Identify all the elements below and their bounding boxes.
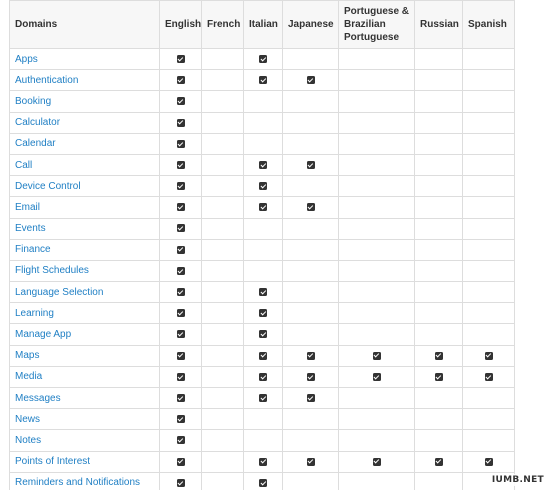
table-row — [10, 197, 515, 218]
language-support-cell — [415, 91, 463, 112]
checkbox-checked-icon — [177, 267, 185, 275]
table-row — [10, 70, 515, 91]
domain-cell — [10, 260, 160, 281]
checkbox-checked-icon — [177, 119, 185, 127]
language-support-cell — [339, 345, 415, 366]
language-support-cell — [463, 430, 515, 451]
table-row — [10, 409, 515, 430]
domain-cell — [10, 409, 160, 430]
header-language: Portuguese & Brazilian Portuguese — [339, 1, 415, 49]
language-support-cell — [415, 324, 463, 345]
checkbox-checked-icon — [177, 97, 185, 105]
language-support-cell — [244, 260, 283, 281]
domain-link[interactable]: Device Control — [15, 180, 81, 192]
table-row — [10, 154, 515, 175]
domain-link[interactable]: Finance — [15, 244, 51, 256]
language-support-cell — [463, 282, 515, 303]
domain-cell — [10, 451, 160, 472]
table-row — [10, 324, 515, 345]
language-support-cell — [202, 282, 244, 303]
checkbox-checked-icon — [373, 373, 381, 381]
language-support-cell — [244, 409, 283, 430]
language-support-cell — [283, 49, 339, 70]
header-language: Japanese — [283, 1, 339, 49]
language-support-cell — [339, 49, 415, 70]
language-support-cell — [415, 260, 463, 281]
language-support-cell — [283, 218, 339, 239]
language-support-cell — [202, 430, 244, 451]
header-row — [10, 1, 515, 49]
language-support-cell — [415, 366, 463, 387]
language-support-cell — [202, 303, 244, 324]
checkbox-checked-icon — [177, 288, 185, 296]
language-support-cell — [415, 345, 463, 366]
language-support-cell — [463, 218, 515, 239]
checkbox-checked-icon — [485, 373, 493, 381]
table-row — [10, 472, 515, 490]
language-support-cell — [283, 303, 339, 324]
language-support-cell — [160, 133, 202, 154]
language-support-cell — [283, 154, 339, 175]
language-support-cell — [244, 197, 283, 218]
checkbox-checked-icon — [177, 140, 185, 148]
domain-cell — [10, 91, 160, 112]
domain-cell — [10, 282, 160, 303]
language-support-cell — [202, 324, 244, 345]
language-support-cell — [160, 282, 202, 303]
domain-link[interactable]: Authentication — [15, 74, 79, 86]
domain-link[interactable]: Booking — [15, 95, 52, 107]
checkbox-checked-icon — [259, 394, 267, 402]
domain-link[interactable]: Points of Interest — [15, 456, 91, 468]
language-support-cell — [283, 430, 339, 451]
language-support-cell — [415, 282, 463, 303]
language-support-cell — [283, 388, 339, 409]
domain-link[interactable]: Learning — [15, 307, 54, 319]
checkbox-checked-icon — [177, 309, 185, 317]
language-support-cell — [160, 366, 202, 387]
language-support-cell — [202, 366, 244, 387]
language-support-cell — [339, 303, 415, 324]
language-support-cell — [415, 472, 463, 490]
domain-link[interactable]: Call — [15, 159, 33, 171]
language-support-cell — [339, 430, 415, 451]
language-support-cell — [463, 176, 515, 197]
language-support-cell — [463, 345, 515, 366]
language-support-cell — [339, 388, 415, 409]
language-support-cell — [244, 70, 283, 91]
language-support-cell — [463, 451, 515, 472]
checkbox-checked-icon — [259, 352, 267, 360]
language-support-cell — [283, 239, 339, 260]
domain-cell — [10, 472, 160, 490]
language-support-cell — [463, 154, 515, 175]
language-support-cell — [283, 366, 339, 387]
domain-cell — [10, 430, 160, 451]
language-support-cell — [415, 133, 463, 154]
language-support-cell — [202, 133, 244, 154]
checkbox-checked-icon — [307, 161, 315, 169]
language-support-cell — [202, 197, 244, 218]
table-row — [10, 303, 515, 324]
language-support-cell — [202, 49, 244, 70]
language-support-cell — [160, 112, 202, 133]
checkbox-checked-icon — [259, 330, 267, 338]
domain-cell — [10, 49, 160, 70]
checkbox-checked-icon — [259, 203, 267, 211]
language-support-cell — [283, 472, 339, 490]
language-support-cell — [160, 218, 202, 239]
checkbox-checked-icon — [177, 330, 185, 338]
checkbox-checked-icon — [259, 479, 267, 487]
language-support-cell — [244, 91, 283, 112]
language-support-cell — [244, 324, 283, 345]
checkbox-checked-icon — [177, 182, 185, 190]
language-support-cell — [244, 472, 283, 490]
checkbox-checked-icon — [259, 373, 267, 381]
language-support-cell — [339, 91, 415, 112]
checkbox-checked-icon — [177, 203, 185, 211]
language-support-cell — [283, 112, 339, 133]
language-support-cell — [202, 239, 244, 260]
header-language: Russian — [415, 1, 463, 49]
language-support-cell — [202, 218, 244, 239]
checkbox-checked-icon — [177, 479, 185, 487]
language-support-cell — [160, 154, 202, 175]
language-support-cell — [160, 409, 202, 430]
language-support-cell — [339, 133, 415, 154]
language-support-cell — [283, 70, 339, 91]
language-support-cell — [463, 324, 515, 345]
table-row — [10, 239, 515, 260]
header-language: French — [202, 1, 244, 49]
checkbox-checked-icon — [435, 352, 443, 360]
language-support-cell — [415, 112, 463, 133]
language-support-cell — [160, 472, 202, 490]
language-support-cell — [202, 176, 244, 197]
language-support-cell — [415, 409, 463, 430]
language-support-cell — [283, 409, 339, 430]
language-support-cell — [415, 451, 463, 472]
header-language: Spanish — [463, 1, 515, 49]
language-support-cell — [339, 176, 415, 197]
language-support-cell — [244, 218, 283, 239]
language-support-cell — [160, 451, 202, 472]
language-support-cell — [160, 345, 202, 366]
header-language: English — [160, 1, 202, 49]
domain-cell — [10, 218, 160, 239]
language-support-cell — [339, 472, 415, 490]
table-row — [10, 345, 515, 366]
domain-link[interactable]: Notes — [15, 434, 42, 446]
table-row — [10, 260, 515, 281]
language-support-cell — [160, 388, 202, 409]
table-row — [10, 388, 515, 409]
checkbox-checked-icon — [177, 76, 185, 84]
checkbox-checked-icon — [177, 458, 185, 466]
language-support-cell — [339, 239, 415, 260]
language-support-cell — [339, 70, 415, 91]
checkbox-checked-icon — [177, 394, 185, 402]
language-support-cell — [202, 91, 244, 112]
domain-link[interactable]: Flight Schedules — [15, 265, 89, 277]
domain-cell — [10, 366, 160, 387]
language-support-cell — [160, 430, 202, 451]
checkbox-checked-icon — [435, 458, 443, 466]
language-support-cell — [202, 388, 244, 409]
language-support-cell — [283, 451, 339, 472]
domain-cell — [10, 345, 160, 366]
language-support-cell — [160, 70, 202, 91]
domain-link[interactable]: Calculator — [15, 117, 61, 129]
checkbox-checked-icon — [373, 458, 381, 466]
language-support-cell — [415, 70, 463, 91]
language-support-cell — [463, 197, 515, 218]
language-support-cell — [415, 430, 463, 451]
checkbox-checked-icon — [177, 436, 185, 444]
checkbox-checked-icon — [373, 352, 381, 360]
language-support-cell — [339, 218, 415, 239]
domain-link[interactable]: Media — [15, 371, 43, 383]
domain-link[interactable]: Maps — [15, 350, 40, 362]
language-support-cell — [283, 91, 339, 112]
table-row — [10, 91, 515, 112]
language-support-cell — [283, 133, 339, 154]
language-support-cell — [244, 49, 283, 70]
language-support-cell — [160, 239, 202, 260]
domain-cell — [10, 154, 160, 175]
language-support-cell — [339, 409, 415, 430]
language-support-cell — [463, 239, 515, 260]
language-support-cell — [202, 345, 244, 366]
language-support-cell — [339, 112, 415, 133]
domain-link[interactable]: Reminders and Notifications — [15, 477, 141, 489]
language-support-cell — [339, 282, 415, 303]
language-support-cell — [160, 303, 202, 324]
checkbox-checked-icon — [259, 55, 267, 63]
table-row — [10, 366, 515, 387]
checkbox-checked-icon — [485, 352, 493, 360]
language-support-cell — [339, 197, 415, 218]
checkbox-checked-icon — [177, 224, 185, 232]
checkbox-checked-icon — [485, 458, 493, 466]
table-row — [10, 218, 515, 239]
checkbox-checked-icon — [259, 309, 267, 317]
language-support-cell — [202, 154, 244, 175]
language-support-cell — [415, 303, 463, 324]
domain-link[interactable]: Calendar — [15, 138, 56, 150]
domain-link[interactable]: Events — [15, 223, 46, 235]
language-support-cell — [160, 91, 202, 112]
domain-cell — [10, 388, 160, 409]
language-support-cell — [244, 133, 283, 154]
header-domains: Domains — [10, 1, 160, 49]
language-support-cell — [463, 260, 515, 281]
language-support-cell — [244, 430, 283, 451]
language-support-cell — [202, 472, 244, 490]
language-support-cell — [415, 239, 463, 260]
language-support-cell — [244, 366, 283, 387]
domains-language-table — [9, 0, 515, 490]
domain-link[interactable]: Email — [15, 201, 41, 213]
language-support-cell — [160, 197, 202, 218]
header-language: Italian — [244, 1, 283, 49]
language-support-cell — [283, 282, 339, 303]
domain-link[interactable]: News — [15, 413, 41, 425]
language-support-cell — [339, 366, 415, 387]
language-support-cell — [415, 49, 463, 70]
language-support-cell — [202, 409, 244, 430]
table-row — [10, 49, 515, 70]
checkbox-checked-icon — [177, 246, 185, 254]
language-support-cell — [202, 260, 244, 281]
checkbox-checked-icon — [259, 182, 267, 190]
language-support-cell — [339, 260, 415, 281]
checkbox-checked-icon — [259, 161, 267, 169]
language-support-cell — [463, 133, 515, 154]
checkbox-checked-icon — [177, 161, 185, 169]
watermark-logo: IUMB.NET — [491, 475, 544, 485]
language-support-cell — [463, 366, 515, 387]
language-support-cell — [160, 176, 202, 197]
domain-cell — [10, 324, 160, 345]
language-support-cell — [283, 324, 339, 345]
table-row — [10, 430, 515, 451]
domain-cell — [10, 239, 160, 260]
checkbox-checked-icon — [259, 288, 267, 296]
table-body — [10, 49, 515, 490]
checkbox-checked-icon — [177, 415, 185, 423]
language-support-cell — [415, 388, 463, 409]
language-support-cell — [463, 91, 515, 112]
language-support-cell — [244, 239, 283, 260]
domain-cell — [10, 197, 160, 218]
checkbox-checked-icon — [307, 394, 315, 402]
language-support-cell — [244, 345, 283, 366]
domain-cell — [10, 133, 160, 154]
domain-link[interactable]: Language Selection — [15, 286, 104, 298]
domain-cell — [10, 176, 160, 197]
table-row — [10, 112, 515, 133]
language-support-cell — [339, 324, 415, 345]
domain-cell — [10, 112, 160, 133]
language-support-cell — [415, 154, 463, 175]
language-support-cell — [283, 345, 339, 366]
checkbox-checked-icon — [307, 76, 315, 84]
language-support-cell — [463, 70, 515, 91]
language-support-cell — [160, 260, 202, 281]
language-support-cell — [244, 112, 283, 133]
language-support-cell — [463, 112, 515, 133]
language-support-cell — [160, 324, 202, 345]
domain-cell — [10, 70, 160, 91]
domain-link[interactable]: Manage App — [15, 329, 72, 341]
language-support-cell — [244, 282, 283, 303]
language-support-cell — [244, 388, 283, 409]
language-support-cell — [202, 70, 244, 91]
language-support-cell — [244, 176, 283, 197]
checkbox-checked-icon — [307, 203, 315, 211]
language-support-cell — [463, 49, 515, 70]
checkbox-checked-icon — [307, 352, 315, 360]
domain-cell — [10, 303, 160, 324]
language-support-cell — [463, 388, 515, 409]
checkbox-checked-icon — [177, 352, 185, 360]
checkbox-checked-icon — [177, 373, 185, 381]
language-support-cell — [244, 154, 283, 175]
language-support-cell — [415, 197, 463, 218]
domain-link[interactable]: Apps — [15, 53, 38, 65]
language-support-cell — [463, 303, 515, 324]
language-support-cell — [463, 409, 515, 430]
language-support-cell — [244, 451, 283, 472]
table-row — [10, 451, 515, 472]
language-support-cell — [202, 112, 244, 133]
checkbox-checked-icon — [307, 458, 315, 466]
language-support-cell — [339, 154, 415, 175]
language-support-cell — [160, 49, 202, 70]
domain-link[interactable]: Messages — [15, 392, 61, 404]
language-support-cell — [339, 451, 415, 472]
table-row — [10, 176, 515, 197]
language-support-cell — [244, 303, 283, 324]
table-row — [10, 282, 515, 303]
language-support-cell — [415, 176, 463, 197]
language-support-cell — [415, 218, 463, 239]
language-support-cell — [283, 176, 339, 197]
table-row — [10, 133, 515, 154]
checkbox-checked-icon — [259, 458, 267, 466]
language-support-cell — [283, 260, 339, 281]
checkbox-checked-icon — [435, 373, 443, 381]
checkbox-checked-icon — [177, 55, 185, 63]
checkbox-checked-icon — [307, 373, 315, 381]
checkbox-checked-icon — [259, 76, 267, 84]
language-support-cell — [202, 451, 244, 472]
language-support-cell — [283, 197, 339, 218]
